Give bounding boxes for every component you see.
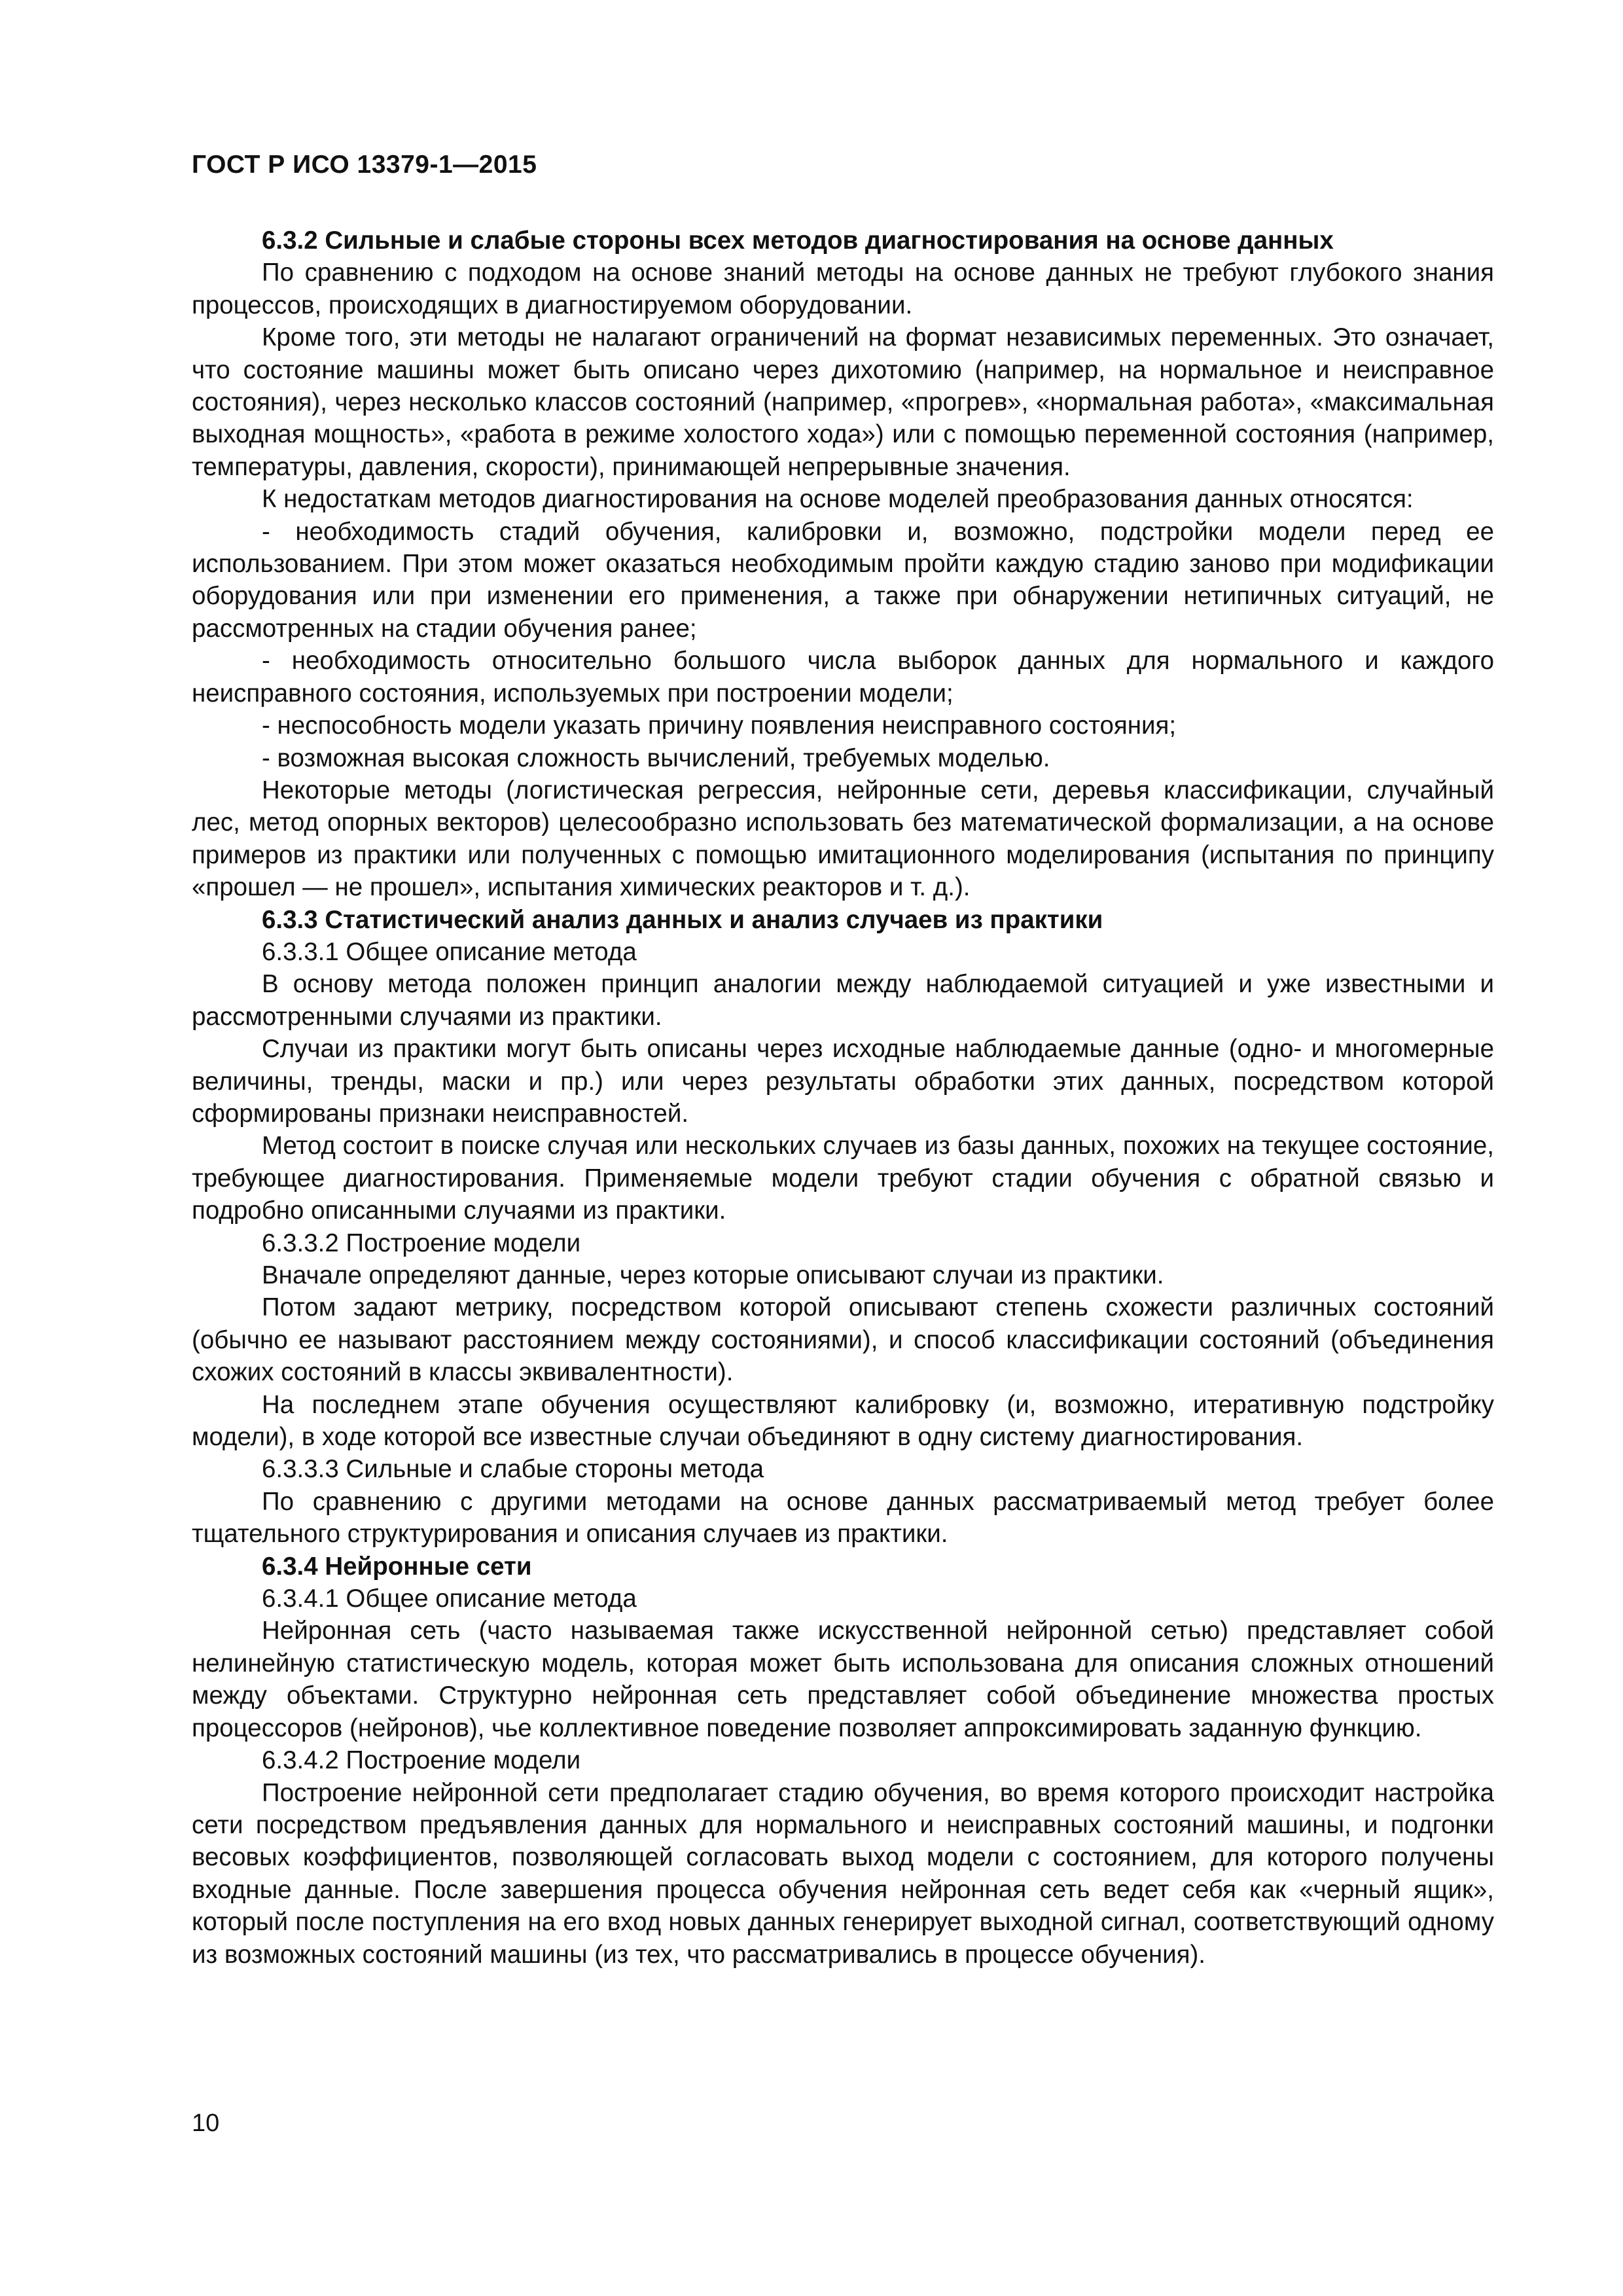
section-heading: 6.3.3 Статистический анализ данных и анализ случаев из практики [262, 905, 1103, 934]
paragraph: Нейронная сеть (часто называемая также искусственной нейронной сетью) представляет собой нелинейную статистическую модель, которая может быть использована для описания сложных отношений между объектами. Структурно нейронная сеть представляет собой объединение множества простых процессоров (нейронов), чье коллективное поведение позволяет аппроксимировать заданную функцию. [192, 1617, 1494, 1742]
paragraph: 6.3.4.1 Общее описание метода [262, 1585, 637, 1613]
paragraph: 6.3.3.3 Сильные и слабые стороны метода [262, 1455, 764, 1484]
paragraph: - неспособность модели указать причину появления неисправного состояния; [262, 711, 1177, 740]
section-heading: 6.3.2 Сильные и слабые стороны всех методов диагностирования на основе данных [262, 226, 1334, 255]
paragraph: 6.3.3.2 Построение модели [262, 1229, 581, 1257]
paragraph: Вначале определяют данные, через которые описывают случаи из практики. [262, 1261, 1164, 1289]
document-body [192, 224, 1494, 1971]
paragraph: Построение нейронной сети предполагает стадию обучения, во время которого происходит настройка сети посредством предъявления данных для нормального и неисправных состояний машины, и подгонки весовых коэффициентов, позволяющей согласовать выход модели с состоянием, для которого получены входные данные. После завершения процесса обучения нейронная сеть ведет себя как «черный ящик», который после поступления на его вход новых данных генерирует выходной сигнал, соответствующий одному из возможных состояний машины (из тех, что рассматривались в процессе обучения). [192, 1778, 1494, 1969]
paragraph: К недостаткам методов диагностирования на основе моделей преобразования данных относятся: [262, 485, 1414, 514]
paragraph: Некоторые методы (логистическая регрессия, нейронные сети, деревья классификации, случайный лес, метод опорных векторов) целесообразно использовать без математической формализации, а на основе примеров из практики или полученных с помощью имитационного моделирования (испытания по принципу «прошел — не прошел», испытания химических реакторов и т. д.). [192, 776, 1494, 902]
paragraph: На последнем этапе обучения осуществляют калибровку (и, возможно, итеративную подстройку модели), в ходе которой все известные случаи объединяют в одну систему диагностирования. [192, 1390, 1494, 1452]
paragraph: Метод состоит в поиске случая или нескольких случаев из базы данных, похожих на текущее состояние, требующее диагностирования. Применяемые модели требуют стадии обучения с обратной связью и подробно описанными случаями из практики. [192, 1132, 1494, 1225]
paragraph: По сравнению с другими методами на основе данных рассматриваемый метод требует более тщательного структурирования и описания случаев из практики. [192, 1487, 1494, 1549]
document-code-header: ГОСТ Р ИСО 13379-1—2015 [192, 151, 537, 179]
paragraph: - возможная высокая сложность вычислений, требуемых моделью. [262, 744, 1050, 772]
page-number: 10 [192, 2109, 220, 2137]
paragraph: По сравнению с подходом на основе знаний методы на основе данных не требуют глубокого знания процессов, происходящих в диагностируемом оборудовании. [192, 259, 1494, 319]
paragraph: 6.3.4.2 Построение модели [262, 1746, 581, 1775]
paragraph: В основу метода положен принцип аналогии между наблюдаемой ситуацией и уже известными и рассмотренными случаями из практики. [192, 970, 1494, 1031]
section-heading: 6.3.4 Нейронные сети [262, 1552, 532, 1581]
paragraph: Случаи из практики могут быть описаны через исходные наблюдаемые данные (одно- и многомерные величины, тренды, маски и пр.) или через результаты обработки этих данных, посредством которой сформированы признаки неисправностей. [192, 1035, 1494, 1128]
paragraph: 6.3.3.1 Общее описание метода [262, 937, 637, 966]
paragraph: Кроме того, эти методы не налагают ограничений на формат независимых переменных. Это означает, что состояние машины может быть описано через дихотомию (например, на нормальное и неисправное состояния), через несколько классов состояний (например, «прогрев», «нормальная работа», «максимальная выходная мощность», «работа в режиме холостого хода») или с помощью переменной состояния (например, температуры, давления, скорости), принимающей непрерывные значения. [192, 323, 1494, 481]
paragraph: - необходимость стадий обучения, калибровки и, возможно, подстройки модели перед ее использованием. При этом может оказаться необходимым пройти каждую стадию заново при модификации оборудования или при изменении его применения, а также при обнаружении нетипичных ситуаций, не рассмотренных на стадии обучения ранее; [192, 517, 1494, 643]
paragraph: Потом задают метрику, посредством которой описывают степень схожести различных состояний (обычно ее называют расстоянием между состояниями), и способ классификации состояний (объединения схожих состояний в классы эквивалентности). [192, 1293, 1494, 1387]
paragraph: - необходимость относительно большого числа выборок данных для нормального и каждого неисправного состояния, используемых при построении модели; [192, 647, 1494, 708]
